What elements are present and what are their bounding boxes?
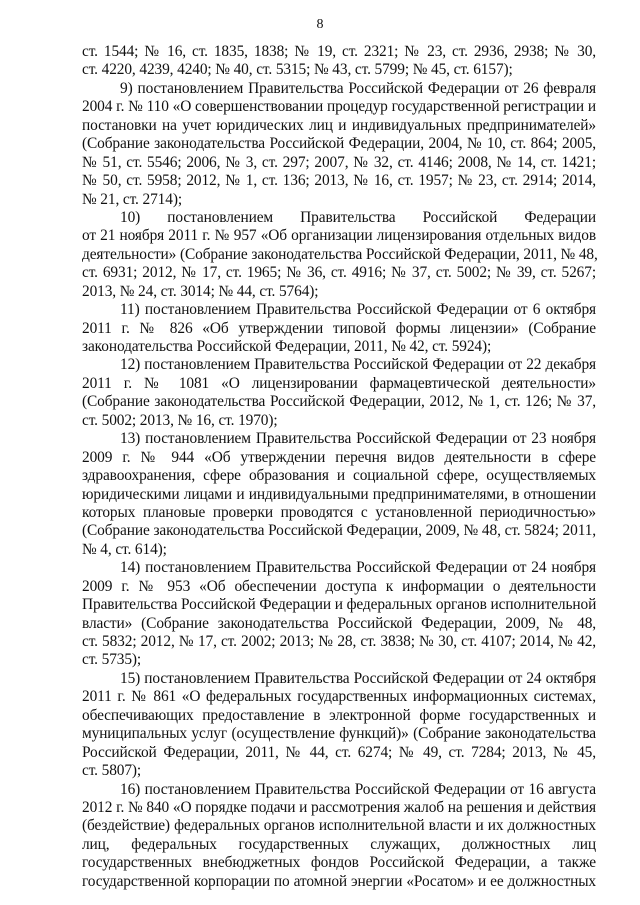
text-line: государственных внебюджетных фондов Российской Федерации, а также — [82, 854, 596, 872]
text-line: 2013, № 24, ст. 3014; № 44, ст. 5764); — [82, 282, 319, 300]
text-line: ст. 5735); — [82, 651, 142, 669]
text-line: 12) постановлением Правительства Российской Федерации от 22 декабря — [120, 356, 596, 374]
text-line: ст. 5002; 2013, № 16, ст. 1970); — [82, 411, 278, 429]
text-line: 10) постановлением Правительства Российской Федерации — [120, 208, 596, 226]
text-line: № 51, ст. 5546; 2006, № 3, ст. 297; 2007, № 32, ст. 4146; 2008, № 14, ст. 1421; — [82, 153, 596, 171]
paragraph — [82, 80, 596, 209]
text-line: № 4, ст. 614); — [82, 540, 167, 558]
text-line: государственной корпорации по атомной энергии «Росатом» и ее должностных — [82, 872, 596, 890]
document-body — [82, 43, 596, 891]
text-line: 2011 г. № 826 «Об утверждении типовой формы лицензии» (Собрание — [82, 319, 596, 337]
text-line: ст. 4220, 4239, 4240; № 40, ст. 5315; № 43, ст. 5799; № 45, ст. 6157); — [82, 61, 513, 79]
text-line: (бездействие) федеральных органов исполнительной власти и их должностных — [82, 817, 596, 835]
paragraph — [82, 781, 596, 892]
text-line: Российской Федерации, 2011, № 44, ст. 6274; № 49, ст. 7284; 2013, № 45, — [82, 743, 596, 761]
text-line: здравоохранения, сфере образования и социальной сфере, осуществляемых — [82, 467, 596, 485]
text-line: 2009 г. № 944 «Об утверждении перечня видов деятельности в сфере — [82, 448, 596, 466]
text-line: (Собрание законодательства Российской Федерации, 2009, № 48, ст. 5824; 2011, — [82, 522, 596, 540]
paragraph — [82, 430, 596, 559]
text-line: 2011 г. № 1081 «О лицензировании фармацевтической деятельности» — [82, 374, 596, 392]
text-line: 16) постановлением Правительства Российской Федерации от 16 августа — [120, 780, 596, 798]
text-line: ст. 5832; 2012, № 17, ст. 2002; 2013; № 28, ст. 3838; № 30, ст. 4107; 2014, № 42, — [82, 633, 596, 650]
text-line: Правительства Российской Федерации и федеральных органов исполнительной — [82, 596, 597, 614]
text-line: 11) постановлением Правительства Российской Федерации от 6 октября — [120, 301, 596, 319]
text-line: 14) постановлением Правительства Российской Федерации от 24 ноября — [120, 559, 596, 577]
text-line: лиц, федеральных государственных служащих, должностных лиц — [82, 835, 596, 853]
text-line: юридическими лицами и индивидуальными предпринимателями, в отношении — [82, 485, 596, 503]
text-line: 9) постановлением Правительства Российской Федерации от 26 февраля — [120, 79, 596, 97]
text-line: обеспечивающих предоставление в электронной форме государственных и — [82, 706, 596, 724]
text-line: ст. 6931; 2012, № 17, ст. 1965; № 36, ст. 4916; № 37, ст. 5002; № 39, ст. 5267; — [82, 264, 596, 282]
paragraph — [82, 559, 596, 670]
text-line: 2009 г. № 953 «Об обеспечении доступа к информации о деятельности — [82, 577, 596, 595]
text-line: 2012 г. № 840 «О порядке подачи и рассмотрения жалоб на решения и действия — [82, 798, 596, 816]
text-line: власти» (Собрание законодательства Российской Федерации, 2009, № 48, — [82, 614, 596, 632]
text-line: 2011 г. № 861 «О федеральных государственных информационных системах, — [82, 688, 596, 706]
text-line: № 21, ст. 2714); — [82, 190, 182, 208]
text-line: деятельности» (Собрание законодательства Российской Федерации, 2011, № 48, — [82, 245, 598, 263]
paragraph — [82, 43, 596, 80]
text-line: муниципальных услуг (осуществление функций)» (Собрание законодательства — [82, 725, 596, 743]
text-line: 2004 г. № 110 «О совершенствовании процедур государственной регистрации и — [82, 98, 596, 116]
text-line: которых плановые проверки проводятся с установленной периодичностью» — [82, 503, 596, 521]
text-line: ст. 5807); — [82, 762, 142, 780]
text-line: (Собрание законодательства Российской Федерации, 2012, № 1, ст. 126; № 37, — [82, 393, 596, 411]
paragraph — [82, 356, 596, 430]
text-line: законодательства Российской Федерации, 2011, № 42, ст. 5924); — [82, 338, 492, 355]
page-number: 8 — [316, 17, 324, 32]
text-line: 15) постановлением Правительства Российской Федерации от 24 октября — [120, 669, 596, 687]
text-line: (Собрание законодательства Российской Федерации, 2004, № 10, ст. 864; 2005, — [82, 135, 596, 153]
text-line: 13) постановлением Правительства Российской Федерации от 23 ноября — [120, 430, 596, 448]
paragraph — [82, 209, 596, 301]
text-line: ст. 1544; № 16, ст. 1835, 1838; № 19, ст. 2321; № 23, ст. 2936, 2938; № 30, — [82, 43, 596, 60]
text-line: постановки на учет юридических лиц и индивидуальных предпринимателей» — [82, 116, 596, 134]
paragraph — [82, 301, 596, 356]
paragraph — [82, 670, 596, 781]
text-line: № 50, ст. 5958; 2012, № 1, ст. 136; 2013, № 16, ст. 1957; № 23, ст. 2914; 2014, — [82, 172, 596, 190]
text-line: от 21 ноября 2011 г. № 957 «Об организации лицензирования отдельных видов — [82, 227, 596, 245]
